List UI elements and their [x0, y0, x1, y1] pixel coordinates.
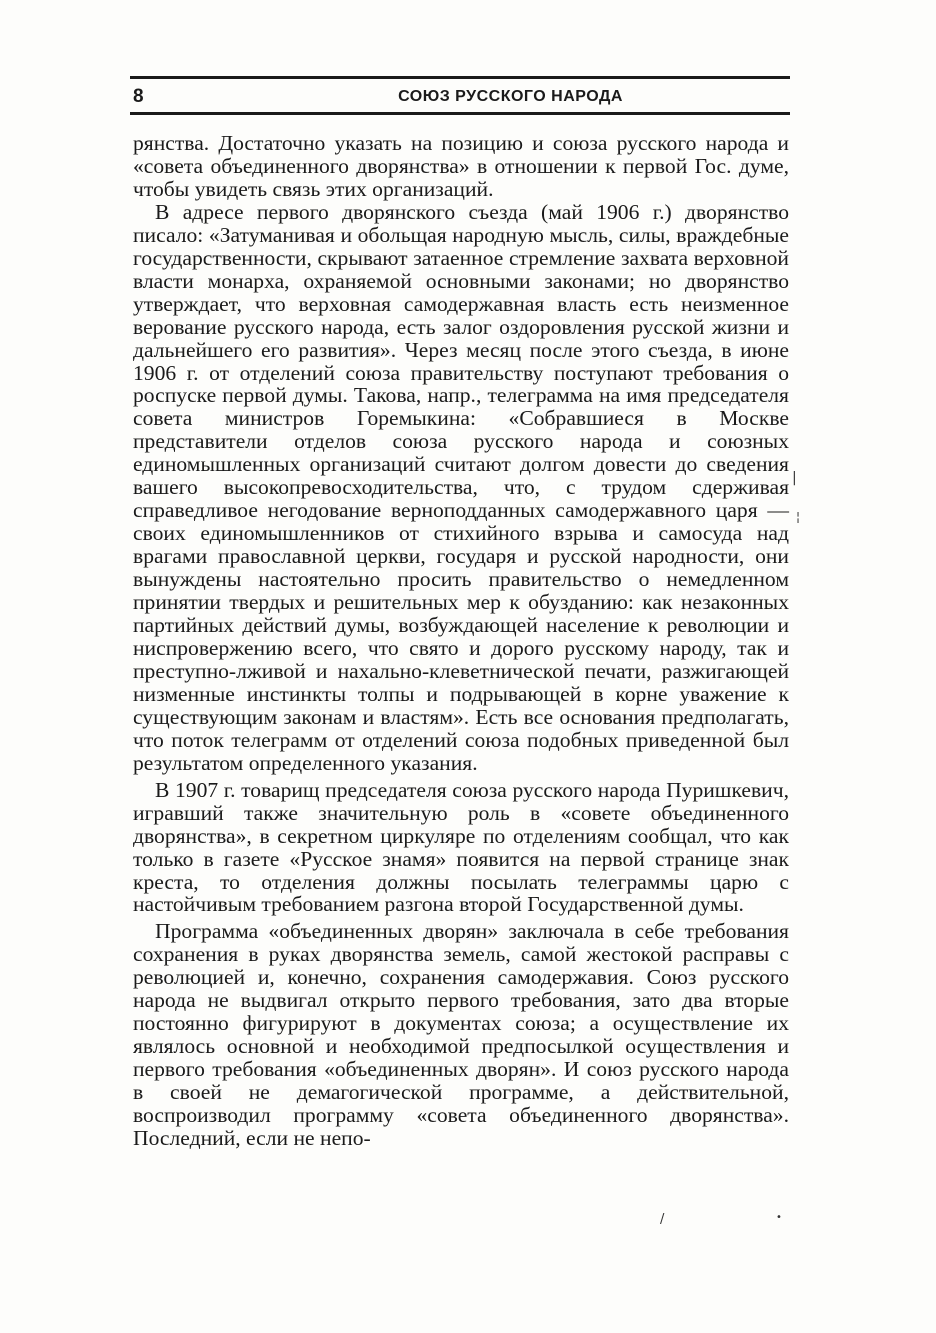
body-text [133, 132, 789, 1150]
paragraph-purishkevich: В 1907 г. товарищ председателя союза русского народа Пуришкевич, игравший также значительную роль в «совете объединенного дворянства», в секретном циркуляре по отделениям сообщал, что как только в газете «Русское знамя» появится на первой странице знак креста, то отделения должны посылать телеграммы царю с настойчивым требованием разгона второй Государственной думы. [133, 777, 789, 917]
header-rule-top [130, 76, 790, 79]
paragraph-continuation: рянства. Достаточно указать на позицию и союза русского народа и «совета объединенного дворянства» в отношении к первой Гос. думе, чтобы увидеть связь этих организаций. [133, 131, 789, 201]
margin-scan-mark: | [792, 470, 797, 486]
header-rule-bottom [130, 112, 790, 115]
scan-speck: • [776, 1212, 782, 1223]
scan-speck: / [660, 1212, 665, 1227]
page-number: 8 [133, 86, 144, 107]
margin-scan-mark: ¦ [796, 510, 801, 524]
paragraph-program: Программа «объединенных дворян» заключала в себе требования сохранения в руках дворянства земель, самой жестокой расправы с революцией и, конечно, сохранения самодержавия. Союз русского народа не выдвигал открыто первого требования, зато два вторые постоянно фигурируют в документах союза; а осуществление их являлось основной и необходимой предпосылкой осуществления и первого требования «объединенных дворян». И союз русского народа в своей не демагогической программе, а действительной, воспроизводил программу «совета объединенного дворянства». Последний, если не непо- [133, 919, 789, 1150]
running-title: СОЮЗ РУССКОГО НАРОДА [398, 88, 623, 105]
paragraph-noble-address: В адресе первого дворянского съезда (май 1906 г.) дворянство писало: «Затуманивая и обольщая народную мысль, силы, враждебные государственности, скрывают затаенное стремление захвата верховной власти монарха, охраняемой основными законами; но дворянство утверждает, что верховная самодержавная власть есть неизменное верование русского народа, есть залог оздоровления русской жизни и дальнейшего его развития». Через месяц после этого съезда, в июне 1906 г. от отделений союза правительству поступают требования о роспуске первой думы. Такова, напр., телеграмма на имя председателя совета министров Горемыкина: «Собравшиеся в Москве представители отделов союза русского народа и союзных единомышленных организаций считают долгом довести до сведения вашего высокопревосходительства, что, с трудом сдерживая справедливое негодование верноподданных самодержавного царя — своих единомышленников от стихийного взрыва и самосуда над врагами православной церкви, государя и русской народности, они вынуждены настоятельно просить правительство о немедленном принятии твердых и решительных мер к обузданию: как незаконных партийных действий думы, возбуждающей население к революции и ниспровержению всего, что свято и дорого русскому народу, так и преступно-лживой и нахально-клеветнической печати, разжигающей низменные инстинкты толпы и подрывающей в корне уважение к существующим законам и властям». Есть все основания предполагать, что поток телеграмм от отделений союза подобных приведенной был результатом определенного указания. [133, 199, 789, 775]
running-header [133, 82, 788, 112]
